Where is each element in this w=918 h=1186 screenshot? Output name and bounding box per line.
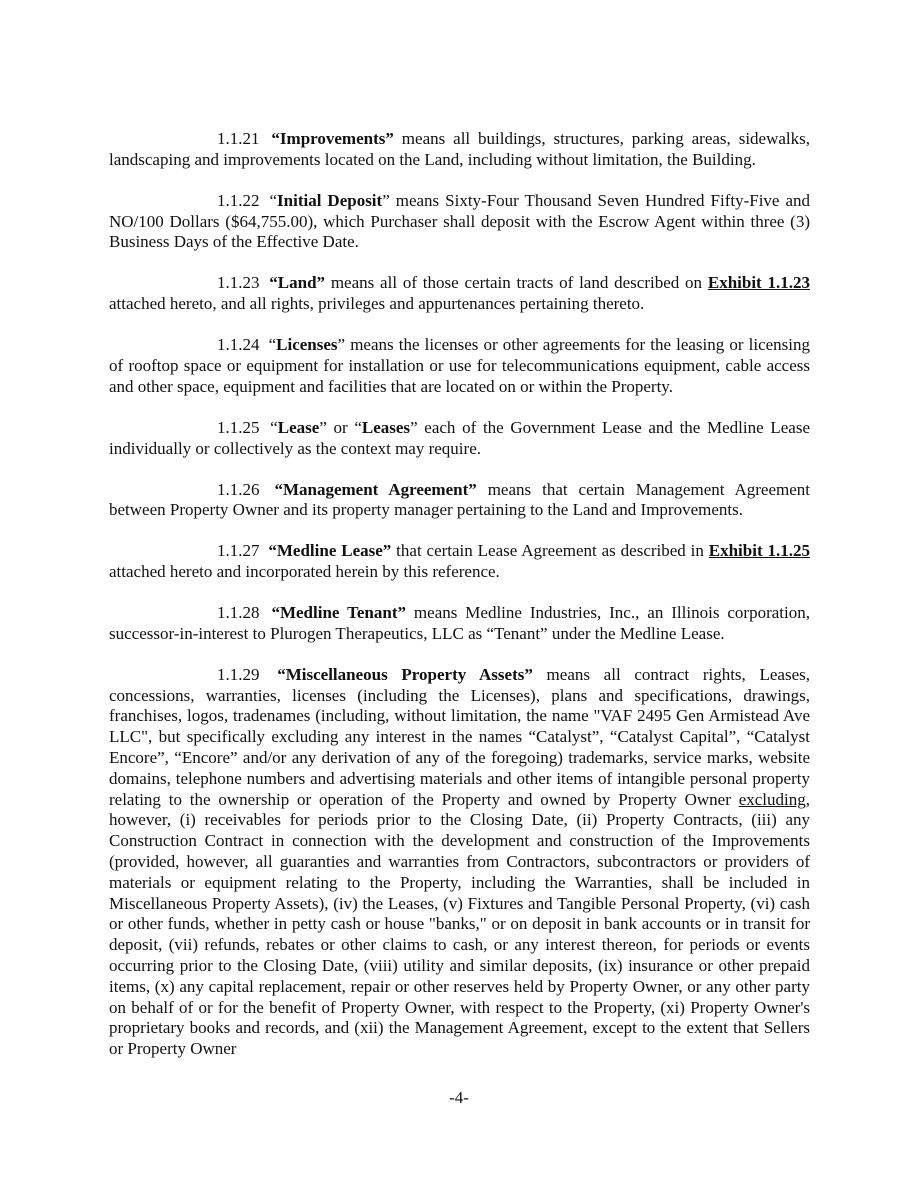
section-text: ” each of the Government Lease and the Medline Lease individually or collectively as the context may require. — [109, 417, 810, 458]
defined-term: “Management Agreement” — [274, 479, 477, 499]
section-number: 1.1.22 — [217, 190, 260, 210]
defined-term: Licenses — [276, 335, 338, 355]
defined-term: “Medline Tenant” — [271, 603, 406, 623]
section-1-1-23 — [109, 273, 810, 315]
section-1-1-22 — [109, 191, 810, 253]
section-number: 1.1.26 — [217, 479, 260, 499]
defined-term: Leases — [361, 417, 411, 437]
section-number: 1.1.29 — [217, 664, 260, 684]
section-1-1-24 — [109, 335, 810, 397]
section-number: 1.1.27 — [217, 541, 260, 561]
section-number: 1.1.23 — [217, 273, 260, 293]
section-number: 1.1.25 — [217, 417, 260, 437]
section-number: 1.1.24 — [217, 335, 260, 355]
defined-term: “Miscellaneous Property Assets” — [277, 664, 533, 684]
page-number: -4- — [449, 1088, 469, 1107]
section-text: ” or “ — [319, 417, 362, 437]
section-1-1-28 — [109, 603, 810, 645]
section-1-1-25 — [109, 418, 810, 460]
section-number: 1.1.21 — [217, 129, 260, 148]
defined-term: Lease — [277, 417, 320, 437]
section-text: attached hereto, and all rights, privileges and appurtenances pertaining thereto. — [109, 294, 645, 314]
section-number: 1.1.28 — [217, 603, 260, 623]
quote-open: “ — [263, 417, 278, 437]
defined-term: “Land” — [269, 273, 326, 293]
exhibit-reference: Exhibit 1.1.23 — [707, 273, 811, 293]
underlined-word: excluding — [738, 789, 806, 809]
section-text: , however, (i) receivables for periods prior to the Closing Date, (ii) Property Contracts, (iii) any Construction Contract in connection with the development and construction of the Improvements (provided, however, all guaranties and warranties from Contractors, subcontractors or providers of materials or equipment relating to the Property, including the Warranties, shall be included in Miscellaneous Property Assets), (iv) the Leases, (v) Fixtures and Tangible Personal Property, (vi) cash or other funds, whether in petty cash or house "banks," or on deposit in bank accounts or in transit for deposit, (vii) refunds, rebates or other claims to cash, or any interest thereon, for periods or events occurring prior to the Closing Date, (viii) utility and similar deposits, (ix) insurance or other prepaid items, (x) any capital replacement, repair or other reserves held by Property Owner, or any other party on behalf of or for the benefit of Property Owner, with respect to the Property, (xi) Property Owner's proprietary books and records, and (xii) the Management Agreement, except to the extent that Sellers or Property Owner — [109, 789, 810, 1059]
section-text: means Medline Industries, Inc., an Illinois corporation, successor-in-interest to Plurogen Therapeutics, LLC as “Tenant” under the Medline Lease. — [109, 603, 810, 643]
section-text: ” means Sixty-Four Thousand Seven Hundred Fifty-Five and NO/100 Dollars ($64,755.00), which Purchaser shall deposit with the Escrow Agent within three (3) Business Days of the Effective Date. — [109, 190, 810, 252]
quote-open: “ — [269, 190, 278, 210]
section-1-1-26 — [109, 480, 810, 522]
section-text: ” means the licenses or other agreements for the leasing or licensing of rooftop space or equipment for installation or use for telecommunications equipment, cable access and other space, equipment and facilities that are located on or within the Property. — [109, 335, 810, 396]
quote-open: “ — [268, 335, 277, 355]
section-1-1-27 — [109, 541, 810, 583]
exhibit-reference: Exhibit 1.1.25 — [708, 541, 810, 561]
section-text: means that certain Management Agreement between Property Owner and its property manager pertaining to the Land and Improvements. — [109, 479, 811, 520]
defined-term: “Improvements” — [271, 129, 394, 148]
section-1-1-21 — [109, 129, 810, 171]
defined-term: “Medline Lease” — [268, 541, 392, 561]
section-text: means all buildings, structures, parking areas, sidewalks, landscaping and improvements located on the Land, including without limitation, the Building. — [109, 129, 810, 169]
section-1-1-29 — [109, 665, 810, 1060]
defined-term: Initial Deposit — [277, 190, 383, 210]
section-text: means all of those certain tracts of land described on — [325, 273, 708, 293]
section-text: that certain Lease Agreement as described in — [391, 541, 709, 561]
section-text: attached hereto and incorporated herein by this reference. — [109, 562, 500, 582]
document-body — [109, 129, 810, 1080]
section-text: means all contract rights, Leases, concessions, warranties, licenses (including the Licenses), plans and specifications, drawings, franchises, logos, tradenames (including, without limitation, the name "VAF 2495 Gen Armistead Ave LLC", but specifically excluding any interest in the names “Catalyst”, “Catalyst Capital”, “Catalyst Encore”, “Encore” and/or any derivation of any of the foregoing) trademarks, service marks, website domains, telephone numbers and advertising materials and other items of intangible personal property relating to the ownership or operation of the Property and owned by Property Owner — [109, 664, 811, 809]
